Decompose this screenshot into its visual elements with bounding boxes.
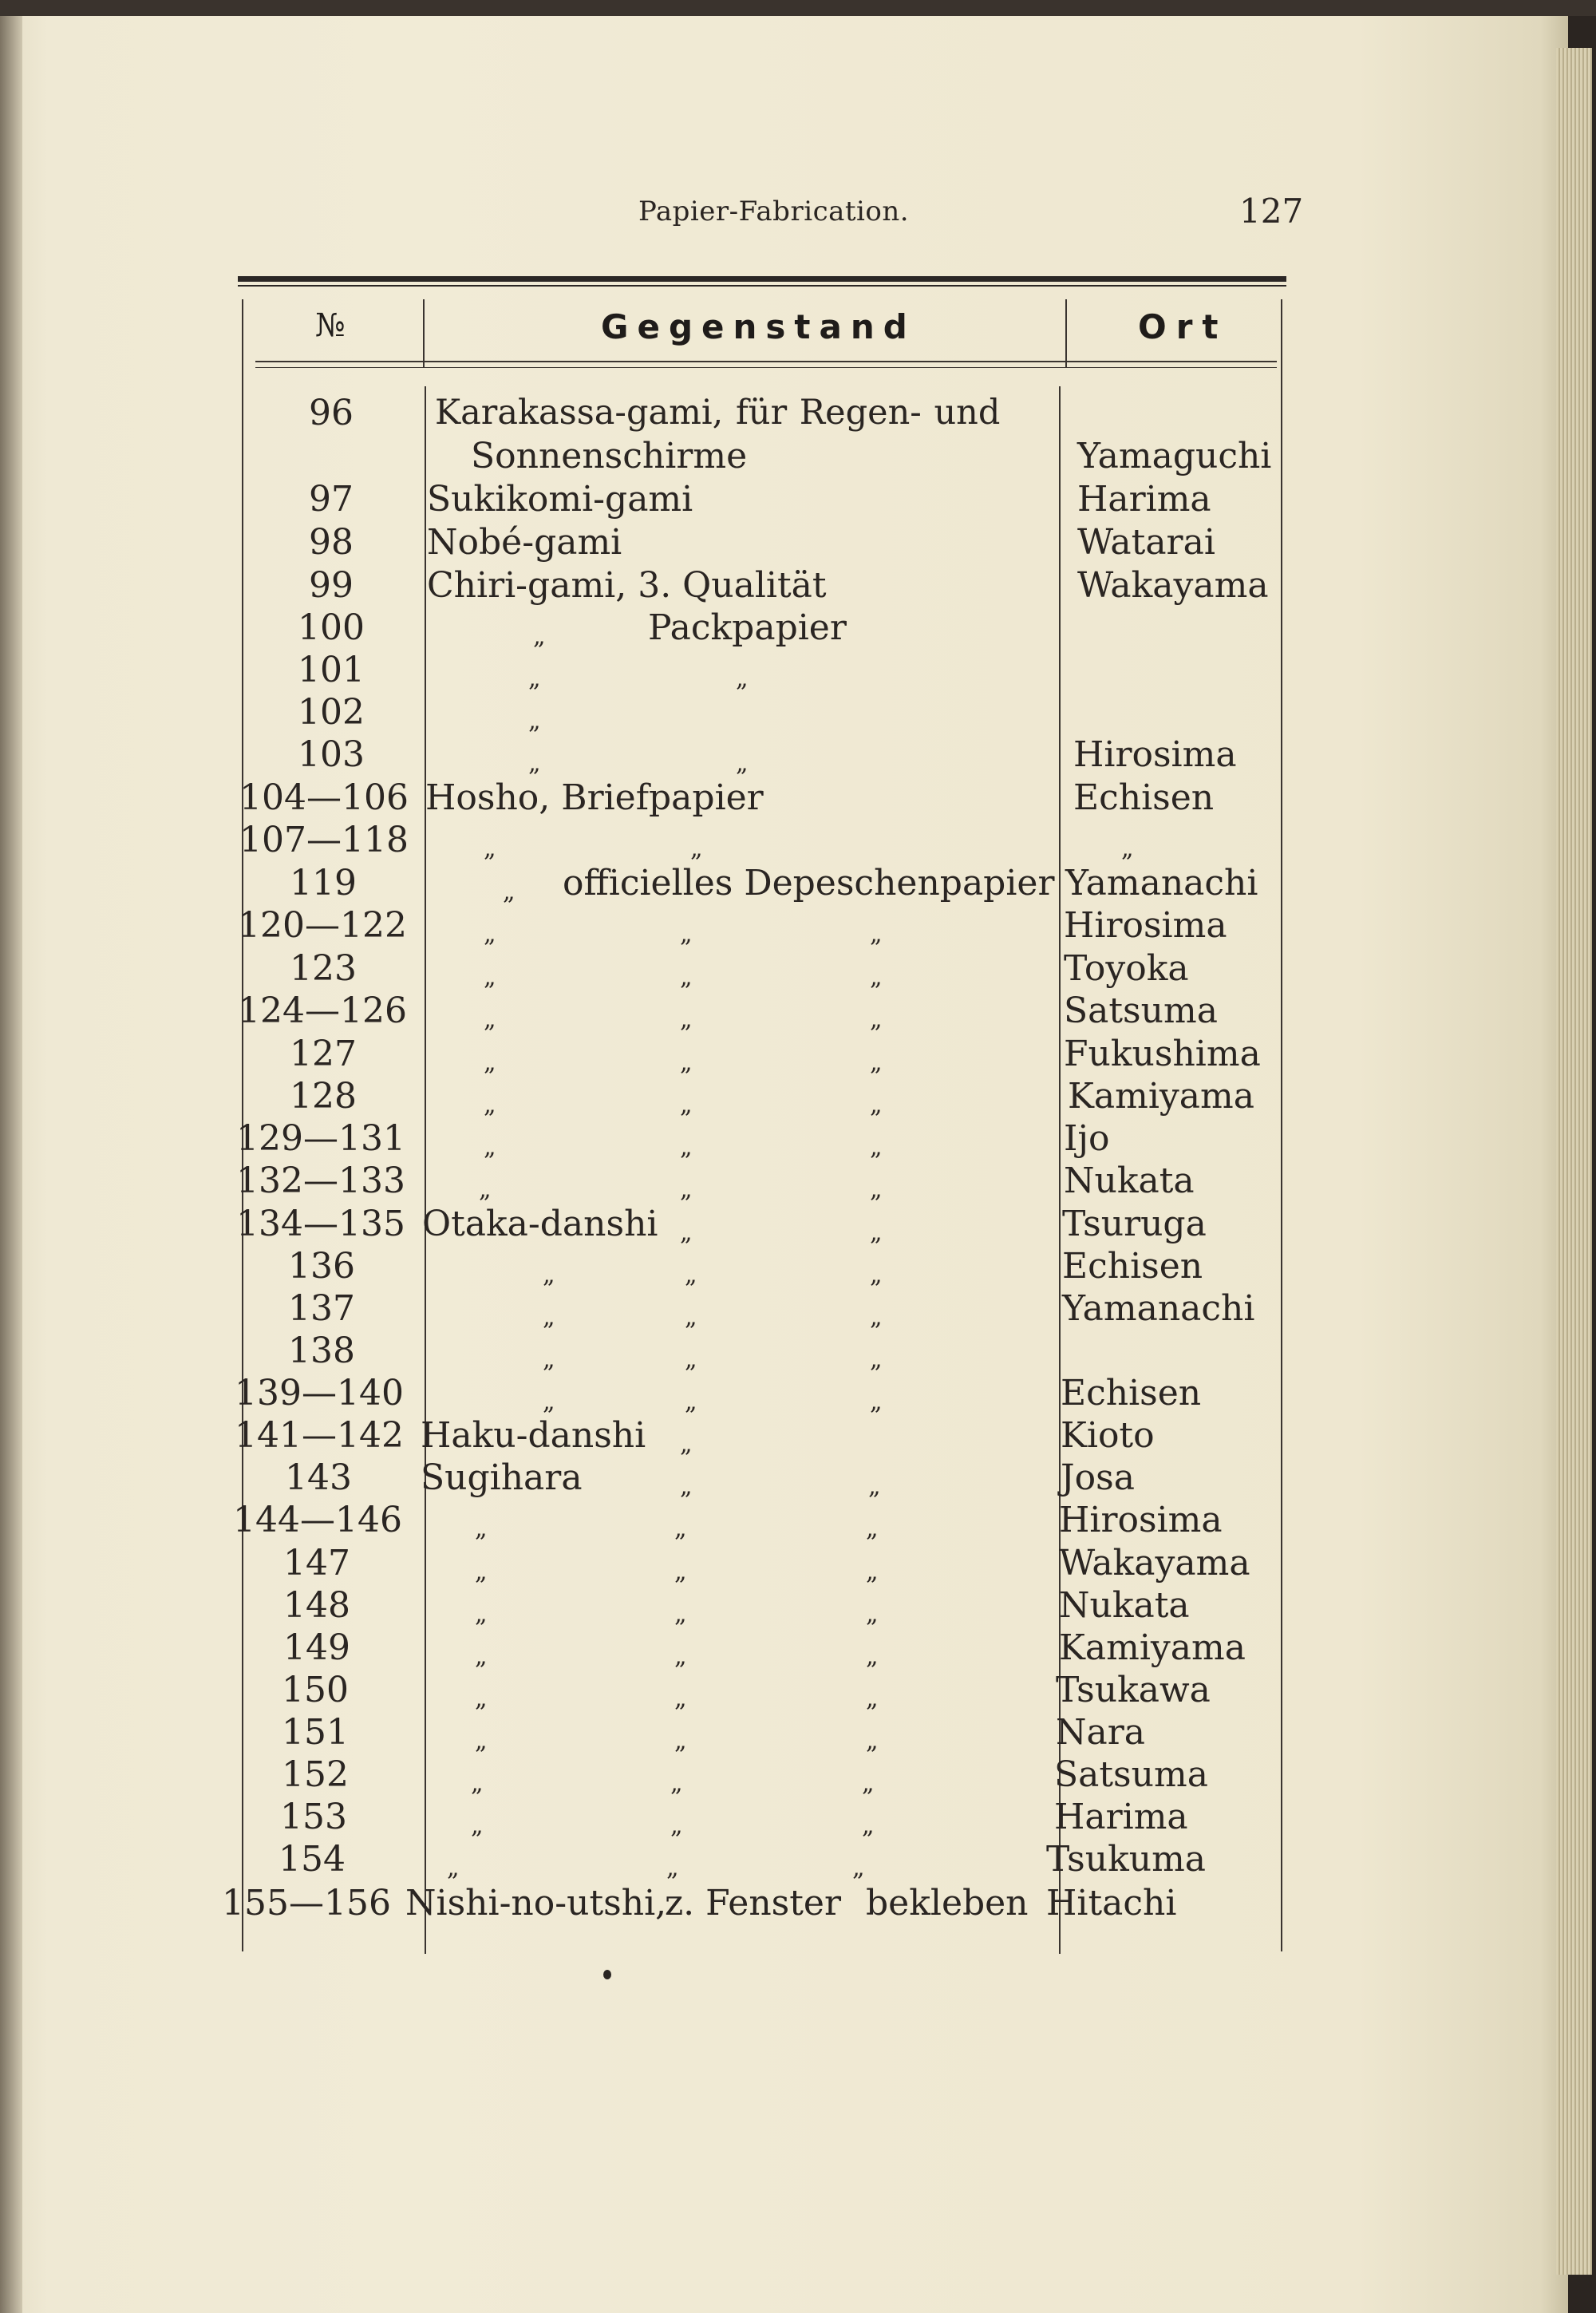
- ditto-mark: „: [543, 1346, 555, 1374]
- row-number: 97: [309, 479, 354, 520]
- ditto-mark: „: [479, 1176, 492, 1204]
- book-top-edge: [0, 0, 1596, 16]
- place-text: Echisen: [1073, 777, 1215, 818]
- place-text: Nukata: [1059, 1585, 1190, 1626]
- item-text: Sukikomi-gami: [427, 479, 693, 520]
- place-text: Nukata: [1064, 1160, 1195, 1201]
- ditto-mark: „: [685, 1261, 697, 1289]
- place-text: Josa: [1061, 1457, 1135, 1498]
- row-number: 144—146: [233, 1500, 402, 1540]
- place-text: Satsuma: [1064, 990, 1218, 1031]
- column-header-no: №: [315, 307, 346, 344]
- row-number: 96: [309, 393, 354, 433]
- ditto-mark: „: [870, 1091, 883, 1119]
- row-number: 141—142: [235, 1415, 404, 1456]
- place-text: Kamiyama: [1059, 1627, 1246, 1668]
- ditto-mark: „: [870, 1006, 883, 1034]
- ditto-mark: „: [528, 665, 541, 693]
- place-text: Hirosima: [1064, 905, 1227, 946]
- ditto-mark: „: [680, 963, 693, 991]
- ditto-mark: „: [680, 1006, 693, 1034]
- place-text: Tsuruga: [1062, 1204, 1207, 1244]
- book-gutter: [0, 0, 22, 2313]
- item-text: Nobé-gami: [427, 522, 622, 563]
- table-top-rule: [238, 276, 1286, 282]
- item-text: Karakassa-gami, für Regen- und: [435, 393, 1001, 433]
- row-number: 150: [282, 1670, 349, 1710]
- place-text: Toyoka: [1064, 948, 1189, 989]
- place-text: Watarai: [1077, 522, 1215, 563]
- place-text: Nara: [1056, 1712, 1145, 1753]
- row-number: 129—131: [236, 1118, 405, 1159]
- ditto-mark: „: [866, 1600, 879, 1628]
- row-number: 134—135: [236, 1204, 405, 1244]
- ditto-mark: „: [680, 1176, 693, 1204]
- item-text: Haku-danshi: [421, 1415, 646, 1456]
- ditto-mark: „: [870, 1346, 883, 1374]
- row-number: 138: [288, 1330, 355, 1371]
- ditto-mark: „: [484, 920, 496, 948]
- row-number: 98: [309, 522, 354, 563]
- place-text: Ijo: [1064, 1118, 1110, 1159]
- row-number: 104—106: [239, 777, 409, 818]
- ditto-mark: „: [484, 1133, 496, 1161]
- ditto-mark: „: [680, 920, 693, 948]
- ditto-mark: „: [674, 1727, 687, 1755]
- ditto-mark: „: [690, 835, 703, 863]
- ditto-mark: „: [870, 1388, 883, 1416]
- row-number: 153: [280, 1797, 347, 1837]
- place-text: Kamiyama: [1068, 1076, 1254, 1117]
- item-text: Chiri-gami, 3. Qualität: [427, 565, 827, 606]
- row-number: 136: [288, 1246, 355, 1287]
- row-number: 127: [290, 1034, 357, 1074]
- place-text: Wakayama: [1059, 1543, 1250, 1584]
- ditto-mark: „: [866, 1515, 879, 1543]
- row-number: 137: [288, 1288, 355, 1329]
- ditto-mark: „: [670, 1812, 683, 1840]
- item-text: Sugihara: [421, 1457, 583, 1498]
- ditto-mark: „: [870, 1219, 883, 1247]
- header-divider-2: [1065, 299, 1067, 367]
- ditto-mark: „: [862, 1769, 875, 1797]
- ditto-mark: „: [447, 1854, 460, 1882]
- row-number: 132—133: [236, 1160, 405, 1201]
- place-text: Yamanachi: [1062, 1288, 1255, 1329]
- ditto-mark: „: [674, 1643, 687, 1670]
- row-number: 119: [290, 863, 357, 903]
- column-divider-no: [425, 386, 426, 1954]
- place-text: Yamaguchi: [1077, 436, 1272, 476]
- ditto-mark: „: [484, 963, 496, 991]
- place-text: Tsukawa: [1056, 1670, 1211, 1710]
- item-text: Otaka-danshi: [422, 1204, 658, 1244]
- ditto-mark: „: [870, 1261, 883, 1289]
- ditto-mark: „: [870, 920, 883, 948]
- row-number: 100: [298, 607, 365, 648]
- row-number: 123: [290, 948, 357, 989]
- ditto-mark: „: [475, 1600, 488, 1628]
- place-text: Tsukuma: [1046, 1839, 1207, 1880]
- ditto-mark: „: [471, 1769, 484, 1797]
- item-text: Packpapier: [648, 607, 847, 648]
- ditto-mark: „: [870, 1176, 883, 1204]
- ditto-mark: „: [484, 1049, 496, 1077]
- ditto-mark: „: [475, 1558, 488, 1586]
- ink-dot: [603, 1970, 611, 1979]
- ditto-mark: „: [1121, 835, 1134, 863]
- row-number: 152: [282, 1754, 349, 1795]
- ditto-mark: „: [484, 1091, 496, 1119]
- ditto-mark: „: [674, 1558, 687, 1586]
- ditto-mark: „: [685, 1388, 697, 1416]
- column-header-ort: Ort: [1138, 307, 1228, 346]
- ditto-mark: „: [736, 749, 749, 777]
- place-text: Satsuma: [1054, 1754, 1208, 1795]
- ditto-mark: „: [674, 1515, 687, 1543]
- ditto-mark: „: [528, 707, 541, 735]
- row-number: 101: [298, 650, 365, 690]
- row-number: 149: [283, 1627, 350, 1668]
- ditto-mark: „: [475, 1727, 488, 1755]
- ditto-mark: „: [680, 1473, 693, 1500]
- ditto-mark: „: [543, 1388, 555, 1416]
- place-text: Harima: [1054, 1797, 1188, 1837]
- table-right-border: [1281, 299, 1282, 1951]
- page-number: 127: [1239, 192, 1304, 231]
- ditto-mark: „: [528, 749, 541, 777]
- ditto-mark: „: [484, 1006, 496, 1034]
- ditto-mark: „: [680, 1430, 693, 1458]
- row-number: 148: [283, 1585, 350, 1626]
- place-text: Hitachi: [1046, 1883, 1177, 1924]
- item-text: Nishi-no-utshi,: [405, 1883, 667, 1924]
- ditto-mark: „: [543, 1303, 555, 1331]
- row-number: 143: [285, 1457, 352, 1498]
- ditto-mark: „: [484, 835, 496, 863]
- ditto-mark: „: [736, 665, 749, 693]
- ditto-mark: „: [866, 1685, 879, 1713]
- ditto-mark: „: [680, 1219, 693, 1247]
- row-number: 128: [290, 1076, 357, 1117]
- row-number: 154: [279, 1839, 346, 1880]
- place-text: Fukushima: [1064, 1034, 1261, 1074]
- item-text: bekleben: [866, 1883, 1029, 1924]
- column-header-gegenstand: Gegenstand: [601, 307, 916, 346]
- ditto-mark: „: [670, 1769, 683, 1797]
- row-number: 139—140: [235, 1373, 404, 1414]
- ditto-mark: „: [666, 1854, 679, 1882]
- ditto-mark: „: [866, 1727, 879, 1755]
- ditto-mark: „: [685, 1303, 697, 1331]
- item-text: Sonnenschirme: [471, 436, 748, 476]
- ditto-mark: „: [870, 1133, 883, 1161]
- row-number: 120—122: [238, 905, 407, 946]
- table-top-rule-thin: [238, 285, 1286, 287]
- running-title: Papier-Fabrication.: [638, 196, 910, 227]
- row-number: 102: [298, 692, 365, 733]
- item-text: Hosho, Briefpapier: [425, 777, 764, 818]
- ditto-mark: „: [475, 1685, 488, 1713]
- ditto-mark: „: [680, 1091, 693, 1119]
- header-rule: [255, 361, 1277, 362]
- header-divider-1: [423, 299, 425, 367]
- ditto-mark: „: [680, 1133, 693, 1161]
- row-number: 107—118: [239, 820, 409, 860]
- row-number: 151: [282, 1712, 349, 1753]
- ditto-mark: „: [868, 1473, 881, 1500]
- ditto-mark: „: [685, 1346, 697, 1374]
- ditto-mark: „: [870, 1303, 883, 1331]
- place-text: Kioto: [1061, 1415, 1155, 1456]
- place-text: Hirosima: [1073, 734, 1237, 775]
- place-text: Yamanachi: [1065, 863, 1258, 903]
- ditto-mark: „: [870, 963, 883, 991]
- ditto-mark: „: [475, 1643, 488, 1670]
- row-number: 99: [309, 565, 354, 606]
- item-text: z. Fenster: [665, 1883, 841, 1924]
- row-number: 155—156: [222, 1883, 391, 1924]
- ditto-mark: „: [471, 1812, 484, 1840]
- ditto-mark: „: [533, 623, 546, 650]
- ditto-mark: „: [680, 1049, 693, 1077]
- item-text: officielles Depeschenpapier: [563, 863, 1055, 903]
- ditto-mark: „: [674, 1600, 687, 1628]
- ditto-mark: „: [503, 878, 516, 906]
- page-edges: [1556, 48, 1592, 2275]
- ditto-mark: „: [862, 1812, 875, 1840]
- ditto-mark: „: [866, 1558, 879, 1586]
- ditto-mark: „: [543, 1261, 555, 1289]
- row-number: 147: [283, 1543, 350, 1584]
- place-text: Hirosima: [1059, 1500, 1223, 1540]
- header-rule-thin: [255, 367, 1277, 368]
- place-text: Echisen: [1062, 1246, 1203, 1287]
- ditto-mark: „: [674, 1685, 687, 1713]
- ditto-mark: „: [866, 1643, 879, 1670]
- ditto-mark: „: [852, 1854, 865, 1882]
- row-number: 124—126: [238, 990, 407, 1031]
- ditto-mark: „: [475, 1515, 488, 1543]
- row-number: 103: [298, 734, 365, 775]
- place-text: Harima: [1077, 479, 1211, 520]
- place-text: Echisen: [1061, 1373, 1202, 1414]
- ditto-mark: „: [870, 1049, 883, 1077]
- place-text: Wakayama: [1077, 565, 1269, 606]
